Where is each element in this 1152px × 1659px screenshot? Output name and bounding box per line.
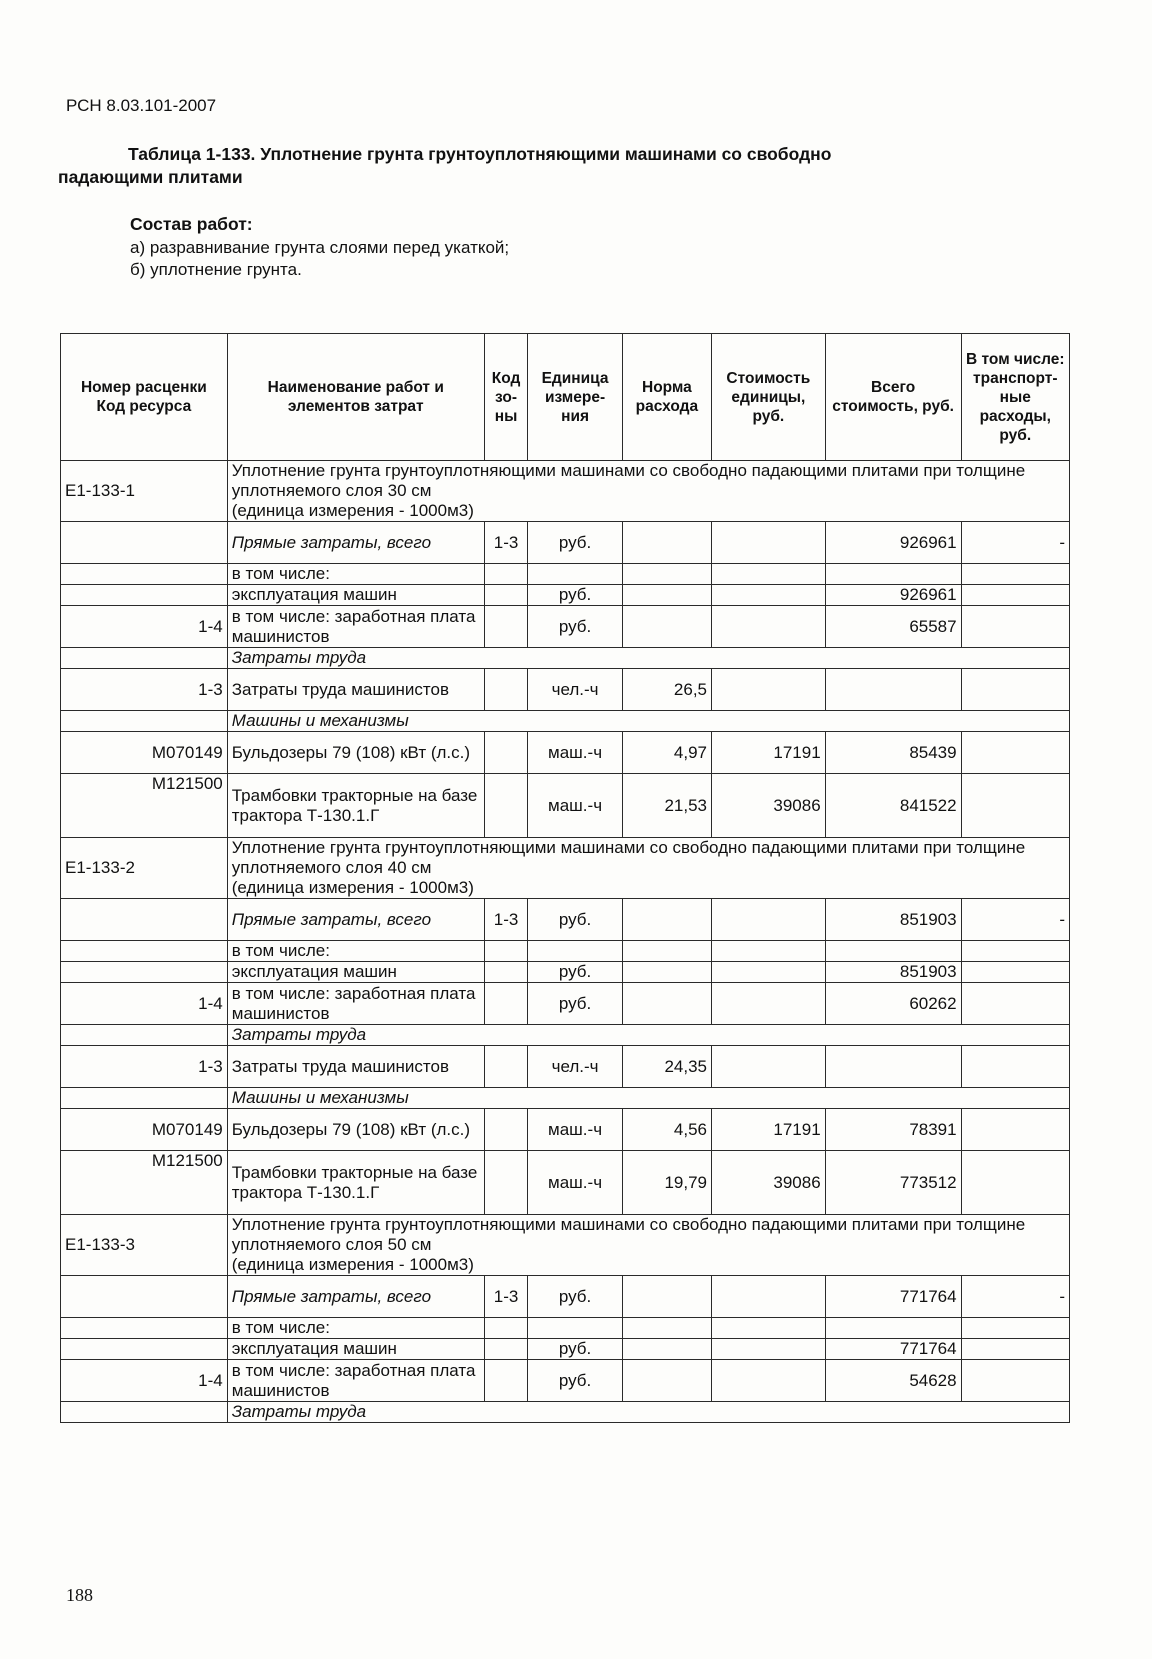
group-title — [227, 1215, 1069, 1276]
rate-group-3 — [61, 1215, 1070, 1423]
header-unit-cost: Стоимость единицы, руб. — [712, 334, 826, 461]
machine-total: 85439 — [825, 732, 961, 774]
machine-unit-cost: 17191 — [712, 1109, 826, 1151]
machine-unit-cost: 39086 — [712, 774, 826, 838]
labor-label: Затраты труда машинистов — [227, 1046, 484, 1088]
labor-label: Затраты труда машинистов — [227, 669, 484, 711]
group-title — [227, 838, 1069, 899]
work-composition-label: Состав работ: — [130, 214, 253, 234]
group-code: Е1-133-2 — [61, 838, 228, 899]
machine-norm: 19,79 — [622, 1151, 711, 1215]
operator-wages-code: 1-4 — [61, 606, 228, 648]
machine-unit-cost: 17191 — [712, 732, 826, 774]
machine-operation-total: 851903 — [825, 962, 961, 983]
machine-total: 773512 — [825, 1151, 961, 1215]
direct-costs-total: 926961 — [825, 522, 961, 564]
machine-code: М070149 — [61, 732, 228, 774]
group-header-row — [61, 838, 1070, 899]
machine-name: Бульдозеры 79 (108) кВт (л.с.) — [227, 1109, 484, 1151]
machine-unit: маш.-ч — [528, 732, 623, 774]
including-label: в том числе: — [227, 1318, 484, 1339]
operator-wages-unit: руб. — [528, 1360, 623, 1402]
header-transport: В том числе: транспорт-ные расходы, руб. — [961, 334, 1069, 461]
group-header-row — [61, 461, 1070, 522]
machine-row — [61, 732, 1070, 774]
machine-operation-label: эксплуатация машин — [227, 585, 484, 606]
including-label: в том числе: — [227, 564, 484, 585]
operator-wages-code: 1-4 — [61, 1360, 228, 1402]
group-unit-note: (единица измерения - 1000м3) — [231, 501, 474, 520]
operator-wages-label: в том числе: заработная плата машинистов — [227, 606, 484, 648]
group-title-text: Уплотнение грунта грунтоуплотняющими машинами со свободно падающими плитами при толщине уплотняемого слоя 50 см — [231, 1215, 1026, 1254]
table-title-line-2: падающими плитами — [58, 167, 243, 187]
machine-operation-total: 771764 — [825, 1339, 961, 1360]
direct-costs-zone: 1-3 — [484, 522, 528, 564]
machinery-section-row — [61, 1088, 1070, 1109]
operator-wages-code: 1-4 — [61, 983, 228, 1025]
machine-total: 78391 — [825, 1109, 961, 1151]
group-unit-note: (единица измерения - 1000м3) — [231, 878, 474, 897]
including-row — [61, 564, 1070, 585]
norms-table — [60, 333, 1070, 1423]
including-label: в том числе: — [227, 941, 484, 962]
operator-wages-unit: руб. — [528, 983, 623, 1025]
header-name: Наименование работ и элементов затрат — [227, 334, 484, 461]
machinery-section-label: Машины и механизмы — [227, 711, 1069, 732]
direct-costs-row — [61, 1276, 1070, 1318]
machine-operation-unit: руб. — [528, 1339, 623, 1360]
work-item-a: а) разравнивание грунта слоями перед укаткой; — [130, 238, 510, 257]
operator-wages-total: 60262 — [825, 983, 961, 1025]
direct-costs-transport: - — [961, 1276, 1069, 1318]
direct-costs-zone: 1-3 — [484, 899, 528, 941]
machine-operation-label: эксплуатация машин — [227, 962, 484, 983]
machine-unit-cost: 39086 — [712, 1151, 826, 1215]
group-header-row — [61, 1215, 1070, 1276]
group-unit-note: (единица измерения - 1000м3) — [231, 1255, 474, 1274]
machine-norm: 4,97 — [622, 732, 711, 774]
direct-costs-label: Прямые затраты, всего — [227, 522, 484, 564]
machine-name: Трамбовки тракторные на базе трактора Т-130.1.Г — [227, 1151, 484, 1215]
labor-section-label: Затраты труда — [227, 1025, 1069, 1046]
labor-norm: 26,5 — [622, 669, 711, 711]
group-title — [227, 461, 1069, 522]
labor-section-label: Затраты труда — [227, 1402, 1069, 1423]
page-number: 188 — [66, 1585, 93, 1605]
machine-operation-unit: руб. — [528, 962, 623, 983]
operator-wages-row — [61, 1360, 1070, 1402]
direct-costs-row — [61, 899, 1070, 941]
header-norm: Норма расхода — [622, 334, 711, 461]
direct-costs-label: Прямые затраты, всего — [227, 1276, 484, 1318]
machine-norm: 4,56 — [622, 1109, 711, 1151]
machine-code: М121500 — [61, 774, 228, 838]
group-title-text: Уплотнение грунта грунтоуплотняющими машинами со свободно падающими плитами при толщине уплотняемого слоя 40 см — [231, 838, 1026, 877]
machine-norm: 21,53 — [622, 774, 711, 838]
machine-operation-row — [61, 962, 1070, 983]
machine-total: 841522 — [825, 774, 961, 838]
table-title-line-1: Таблица 1-133. Уплотнение грунта грунтоуплотняющими машинами со свободно — [128, 144, 832, 164]
rate-group-2 — [61, 838, 1070, 1215]
operator-wages-total: 54628 — [825, 1360, 961, 1402]
operator-wages-row — [61, 606, 1070, 648]
group-code: Е1-133-3 — [61, 1215, 228, 1276]
machine-operation-label: эксплуатация машин — [227, 1339, 484, 1360]
group-code: Е1-133-1 — [61, 461, 228, 522]
labor-row — [61, 1046, 1070, 1088]
header-unit: Единица измере-ния — [528, 334, 623, 461]
machine-operation-row — [61, 585, 1070, 606]
operator-wages-unit: руб. — [528, 606, 623, 648]
machine-name: Трамбовки тракторные на базе трактора Т-130.1.Г — [227, 774, 484, 838]
machinery-section-row — [61, 711, 1070, 732]
operator-wages-label: в том числе: заработная плата машинистов — [227, 983, 484, 1025]
labor-code: 1-3 — [61, 1046, 228, 1088]
table-title — [58, 143, 1058, 189]
work-item-b: б) уплотнение грунта. — [130, 260, 302, 279]
machine-row — [61, 1151, 1070, 1215]
direct-costs-unit: руб. — [528, 899, 623, 941]
direct-costs-label: Прямые затраты, всего — [227, 899, 484, 941]
direct-costs-unit: руб. — [528, 1276, 623, 1318]
labor-section-label: Затраты труда — [227, 648, 1069, 669]
direct-costs-total: 771764 — [825, 1276, 961, 1318]
machine-code: М070149 — [61, 1109, 228, 1151]
direct-costs-transport: - — [961, 899, 1069, 941]
direct-costs-zone: 1-3 — [484, 1276, 528, 1318]
rate-group-1 — [61, 461, 1070, 838]
header-code: Номер расценки Код ресурса — [61, 334, 228, 461]
machine-operation-row — [61, 1339, 1070, 1360]
labor-code: 1-3 — [61, 669, 228, 711]
labor-section-row — [61, 1402, 1070, 1423]
document-code: РСН 8.03.101-2007 — [66, 96, 217, 115]
table-header-row — [61, 334, 1070, 461]
machinery-section-label: Машины и механизмы — [227, 1088, 1069, 1109]
direct-costs-row — [61, 522, 1070, 564]
direct-costs-unit: руб. — [528, 522, 623, 564]
machine-row — [61, 774, 1070, 838]
header-zone: Код зо-ны — [484, 334, 528, 461]
labor-norm: 24,35 — [622, 1046, 711, 1088]
direct-costs-transport: - — [961, 522, 1069, 564]
labor-section-row — [61, 1025, 1070, 1046]
machine-code: М121500 — [61, 1151, 228, 1215]
machine-unit: маш.-ч — [528, 774, 623, 838]
including-row — [61, 1318, 1070, 1339]
group-title-text: Уплотнение грунта грунтоуплотняющими машинами со свободно падающими плитами при толщине уплотняемого слоя 30 см — [231, 461, 1026, 500]
machine-unit: маш.-ч — [528, 1151, 623, 1215]
machine-operation-unit: руб. — [528, 585, 623, 606]
operator-wages-label: в том числе: заработная плата машинистов — [227, 1360, 484, 1402]
labor-row — [61, 669, 1070, 711]
labor-unit: чел.-ч — [528, 669, 623, 711]
operator-wages-row — [61, 983, 1070, 1025]
machine-row — [61, 1109, 1070, 1151]
labor-unit: чел.-ч — [528, 1046, 623, 1088]
labor-section-row — [61, 648, 1070, 669]
including-row — [61, 941, 1070, 962]
direct-costs-total: 851903 — [825, 899, 961, 941]
machine-operation-total: 926961 — [825, 585, 961, 606]
machine-unit: маш.-ч — [528, 1109, 623, 1151]
operator-wages-total: 65587 — [825, 606, 961, 648]
machine-name: Бульдозеры 79 (108) кВт (л.с.) — [227, 732, 484, 774]
header-total: Всего стоимость, руб. — [825, 334, 961, 461]
